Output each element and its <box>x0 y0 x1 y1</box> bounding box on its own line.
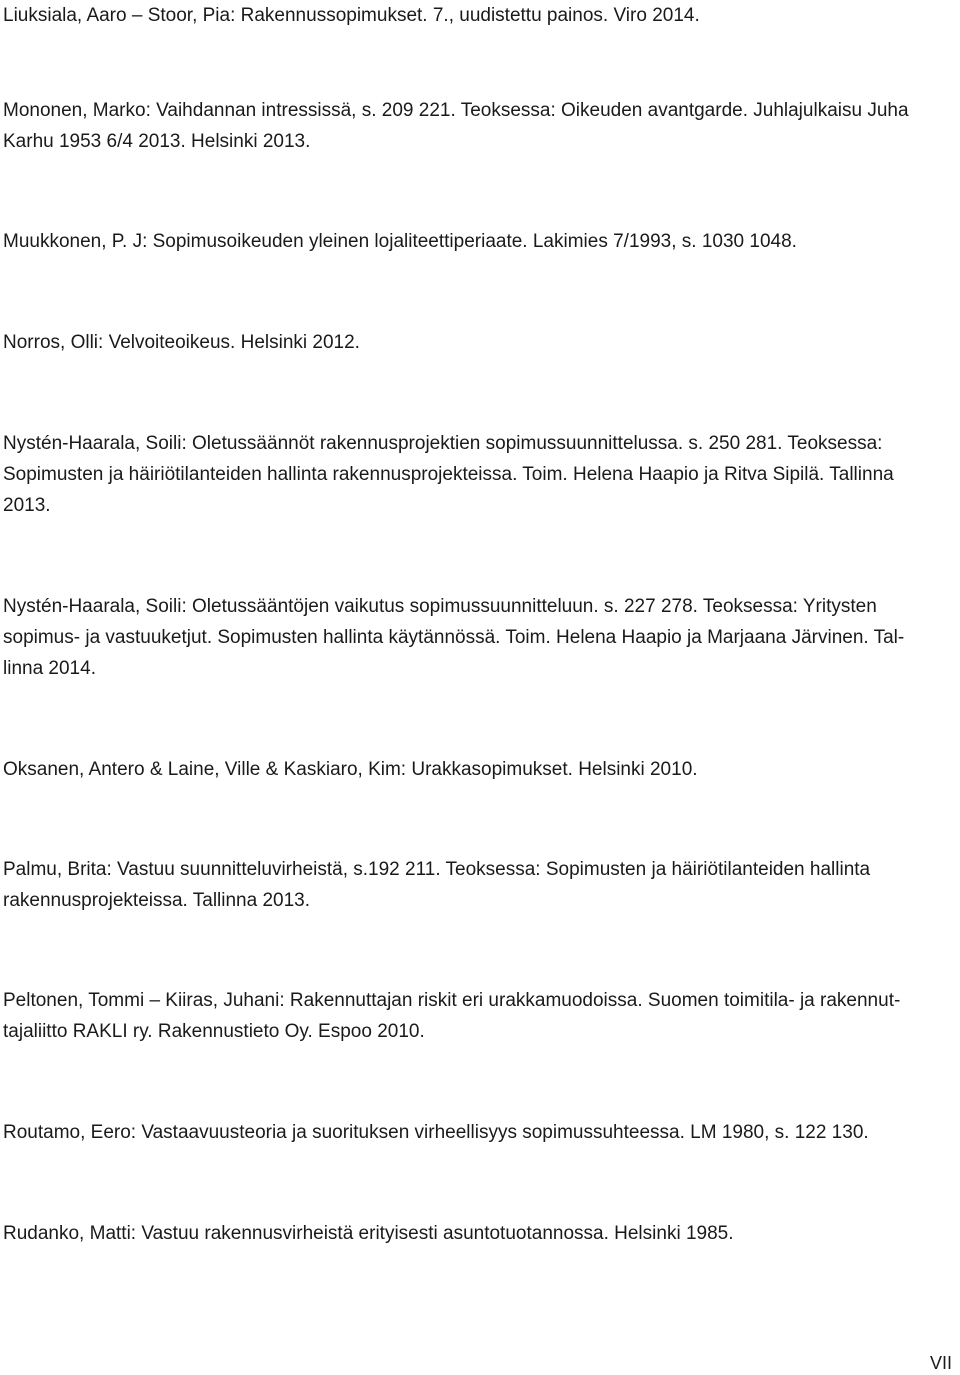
reference-entry <box>3 0 955 31</box>
reference-entry <box>3 428 955 521</box>
reference-line: Rudanko, Matti: Vastuu rakennusvirheistä erityisesti asuntotuotannossa. Helsinki 1985. <box>3 1223 734 1244</box>
reference-line: Sopimusten ja häiriötilanteiden hallinta rakennusprojekteissa. Toim. Helena Haapio ja Ritva Sipilä. Tallinna <box>3 464 894 485</box>
reference-entry <box>3 1117 955 1148</box>
reference-entry <box>3 591 955 684</box>
reference-line: linna 2014. <box>3 658 96 679</box>
reference-line: Karhu 1953 6/4 2013. Helsinki 2013. <box>3 131 311 152</box>
reference-line: Muukkonen, P. J: Sopimusoikeuden yleinen lojaliteettiperiaate. Lakimies 7/1993, s. 1030 1048. <box>3 231 797 252</box>
reference-entry <box>3 1218 955 1249</box>
reference-line: sopimus- ja vastuuketjut. Sopimusten hallinta käytännössä. Toim. Helena Haapio ja Marjaana Järvinen. Tal- <box>3 627 905 648</box>
reference-line: Norros, Olli: Velvoiteoikeus. Helsinki 2012. <box>3 332 360 353</box>
reference-line: Oksanen, Antero & Laine, Ville & Kaskiaro, Kim: Urakkasopimukset. Helsinki 2010. <box>3 759 698 780</box>
reference-line: Peltonen, Tommi – Kiiras, Juhani: Rakennuttajan riskit eri urakkamuodoissa. Suomen toimitila- ja rakennut- <box>3 990 901 1011</box>
reference-entry <box>3 854 955 916</box>
reference-line: Nystén-Haarala, Soili: Oletussäännöt rakennusprojektien sopimussuunnittelussa. s. 250 281. Teoksessa: <box>3 433 883 454</box>
reference-line: rakennusprojekteissa. Tallinna 2013. <box>3 890 311 911</box>
reference-line: Mononen, Marko: Vaihdannan intressissä, s. 209 221. Teoksessa: Oikeuden avantgarde. Juhlajulkaisu Juha <box>3 100 909 121</box>
reference-entry <box>3 754 955 785</box>
page-number: VII <box>929 1353 952 1373</box>
reference-line: Liuksiala, Aaro – Stoor, Pia: Rakennussopimukset. 7., uudistettu painos. Viro 2014. <box>3 5 700 26</box>
reference-line: tajaliitto RAKLI ry. Rakennustieto Oy. Espoo 2010. <box>3 1021 425 1042</box>
reference-entry <box>3 226 955 257</box>
reference-entry <box>3 327 955 358</box>
reference-line: Palmu, Brita: Vastuu suunnitteluvirheistä, s.192 211. Teoksessa: Sopimusten ja häiriötilanteiden hallinta <box>3 859 871 880</box>
reference-line: 2013. <box>3 495 51 516</box>
reference-entry <box>3 95 955 157</box>
reference-line: Routamo, Eero: Vastaavuusteoria ja suorituksen virheellisyys sopimussuhteessa. LM 1980, s. 122 130. <box>3 1122 869 1143</box>
reference-entry <box>3 985 955 1047</box>
reference-line: Nystén-Haarala, Soili: Oletussääntöjen vaikutus sopimussuunnitteluun. s. 227 278. Teoksessa: Yritysten <box>3 596 877 617</box>
